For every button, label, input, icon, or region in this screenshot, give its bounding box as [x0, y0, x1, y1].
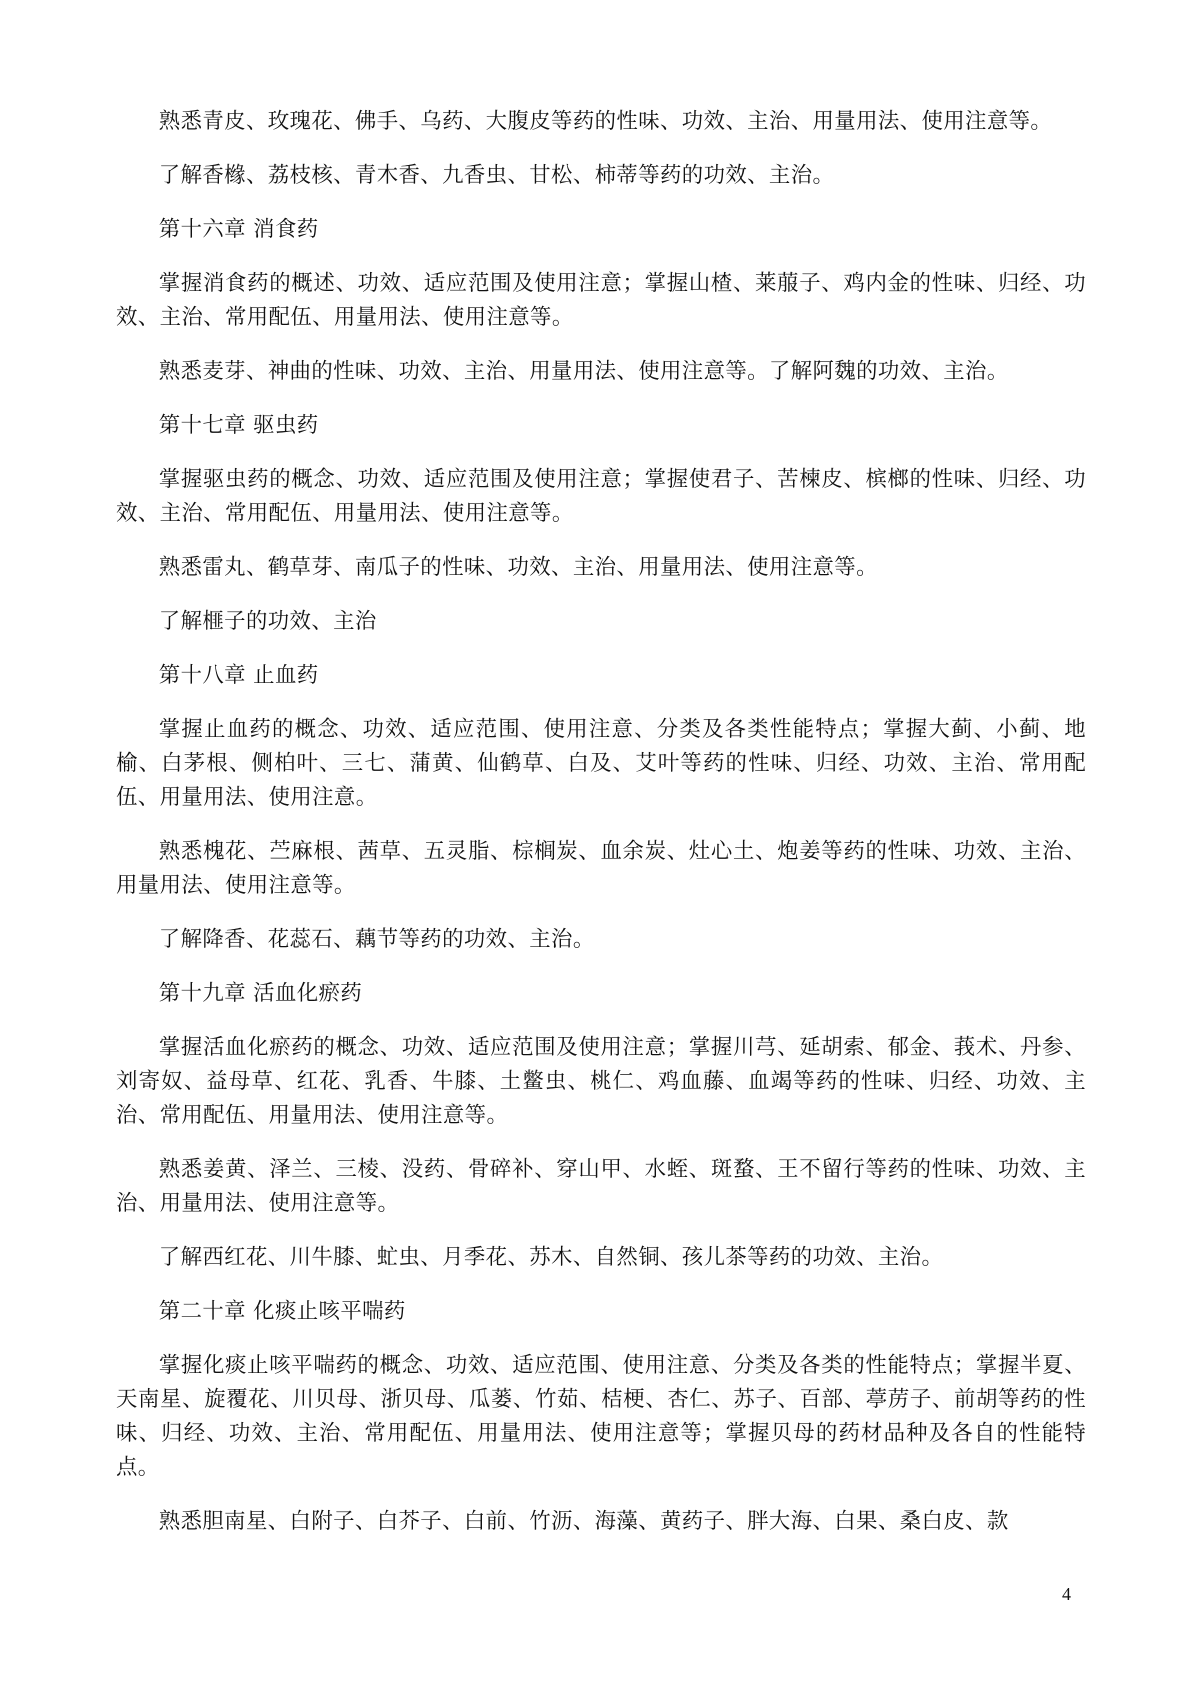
chapter-heading-16: 第十六章 消食药: [158, 217, 319, 242]
paragraph-2: 了解香橼、荔枝核、青木香、九香虫、甘松、柿蒂等药的功效、主治。: [158, 163, 835, 188]
paragraph-15: 熟悉胆南星、白附子、白芥子、白前、竹沥、海藻、黄药子、胖大海、白果、桑白皮、款: [158, 1509, 1009, 1534]
paragraph-14: 掌握化痰止咳平喘药的概念、功效、适应范围、使用注意、分类及各类的性能特点；掌握半夏、天南星、旋覆花、川贝母、浙贝母、瓜蒌、竹茹、桔梗、杏仁、苏子、百部、葶苈子、前胡等药的性味、归经、功效、主治、常用配伍、用量用法、使用注意等；掌握贝母的药材品种及各自的性能特点。: [116, 1353, 1086, 1480]
paragraph-8: 掌握止血药的概念、功效、适应范围、使用注意、分类及各类性能特点；掌握大蓟、小蓟、地榆、白茅根、侧柏叶、三七、蒲黄、仙鹤草、白及、艾叶等药的性味、归经、功效、主治、常用配伍、用量用法、使用注意。: [116, 717, 1086, 810]
paragraph-13: 了解西红花、川牛膝、虻虫、月季花、苏木、自然铜、孩儿茶等药的功效、主治。: [158, 1245, 944, 1270]
paragraph-3: 掌握消食药的概述、功效、适应范围及使用注意；掌握山楂、莱菔子、鸡内金的性味、归经、功效、主治、常用配伍、用量用法、使用注意等。: [116, 271, 1086, 330]
paragraph-9: 熟悉槐花、苎麻根、茜草、五灵脂、棕榈炭、血余炭、灶心土、炮姜等药的性味、功效、主治、用量用法、使用注意等。: [116, 839, 1086, 898]
paragraph-1: 熟悉青皮、玫瑰花、佛手、乌药、大腹皮等药的性味、功效、主治、用量用法、使用注意等。: [158, 109, 1053, 134]
chapter-heading-19: 第十九章 活血化瘀药: [158, 981, 363, 1006]
chapter-heading-20: 第二十章 化痰止咳平喘药: [158, 1299, 406, 1324]
chapter-heading-17: 第十七章 驱虫药: [158, 413, 319, 438]
page-number: 4: [1062, 1584, 1071, 1604]
paragraph-7: 了解榧子的功效、主治: [158, 609, 377, 634]
paragraph-6: 熟悉雷丸、鹤草芽、南瓜子的性味、功效、主治、用量用法、使用注意等。: [158, 555, 878, 580]
document-body: [116, 105, 1086, 1559]
chapter-heading-18: 第十八章 止血药: [158, 663, 319, 688]
paragraph-10: 了解降香、花蕊石、藕节等药的功效、主治。: [158, 927, 595, 952]
paragraph-12: 熟悉姜黄、泽兰、三棱、没药、骨碎补、穿山甲、水蛭、斑蝥、王不留行等药的性味、功效、主治、用量用法、使用注意等。: [116, 1157, 1086, 1216]
paragraph-4: 熟悉麦芽、神曲的性味、功效、主治、用量用法、使用注意等。了解阿魏的功效、主治。: [158, 359, 1009, 384]
paragraph-11: 掌握活血化瘀药的概念、功效、适应范围及使用注意；掌握川芎、延胡索、郁金、莪术、丹参、刘寄奴、益母草、红花、乳香、牛膝、土鳖虫、桃仁、鸡血藤、血竭等药的性味、归经、功效、主治、常用配伍、用量用法、使用注意等。: [116, 1035, 1086, 1128]
paragraph-5: 掌握驱虫药的概念、功效、适应范围及使用注意；掌握使君子、苦楝皮、槟榔的性味、归经、功效、主治、常用配伍、用量用法、使用注意等。: [116, 467, 1086, 526]
